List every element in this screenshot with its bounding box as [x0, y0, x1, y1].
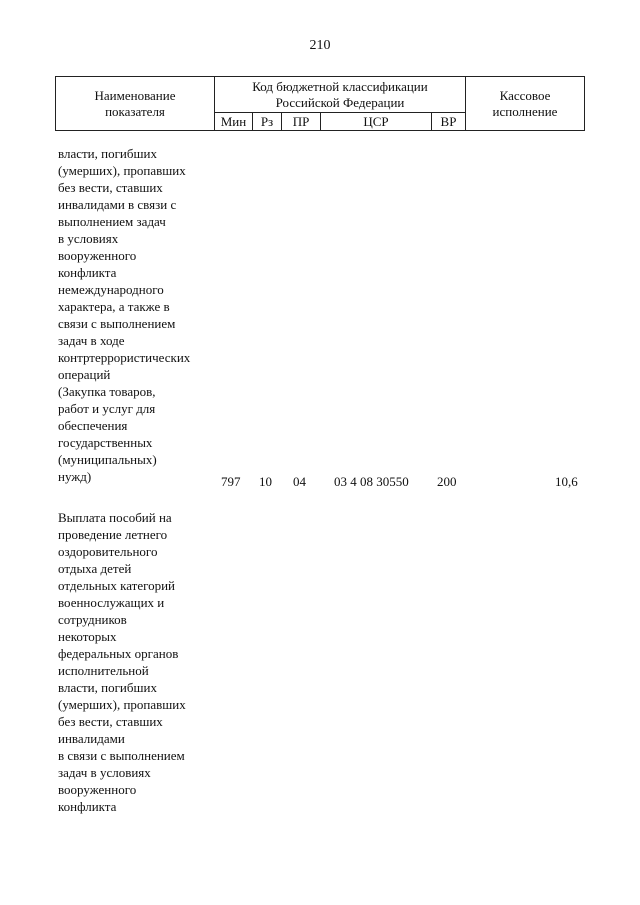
row-1-min: 797 — [221, 474, 241, 489]
header-rz-label: Рз — [260, 113, 274, 129]
row-1-name: власти, погибших (умерших), пропавших без вести, ставших инвалидами в связи с выполнением задач в условиях вооруженного конфликта немеждународного характера, а также в связи с выполнением задач в ходе контртеррористических операций (Закупка товаров, работ и услуг для обеспечения государственных (муниципальных) нужд) — [58, 146, 191, 484]
header-rz-cell — [252, 112, 282, 131]
row-2-name: Выплата пособий на проведение летнего оздоровительного отдыха детей отдельных категорий военнослужащих и сотрудников некоторых федеральных органов исполнительной власти, погибших (умерших), пропавших без вести, ставших инвалидами в связи с выполнением задач в условиях вооруженного конфликта — [58, 510, 186, 814]
header-name-label: Наименование показателя — [94, 87, 176, 119]
header-code-group-cell — [214, 76, 466, 113]
header-vr-label: ВР — [440, 113, 457, 129]
header-csr-cell — [320, 112, 432, 131]
page-number: 210 — [309, 38, 331, 53]
header-min-cell — [214, 112, 253, 131]
header-csr-label: ЦСР — [363, 113, 389, 129]
row-1-amount: 10,6 — [555, 474, 578, 489]
header-pr-label: ПР — [292, 113, 310, 129]
header-vr-cell — [431, 112, 466, 131]
row-1-vr: 200 — [437, 474, 457, 489]
header-exec-cell — [465, 76, 585, 131]
header-min-label: Мин — [220, 113, 247, 129]
row-1-csr: 03 4 08 30550 — [334, 474, 409, 489]
header-code-group-label: Код бюджетной классификации Российской Федерации — [252, 78, 428, 110]
row-1-rz: 10 — [259, 474, 272, 489]
row-1-pr: 04 — [293, 474, 306, 489]
header-name-cell — [55, 76, 215, 131]
header-exec-label: Кассовое исполнение — [492, 87, 558, 119]
header-pr-cell — [281, 112, 321, 131]
